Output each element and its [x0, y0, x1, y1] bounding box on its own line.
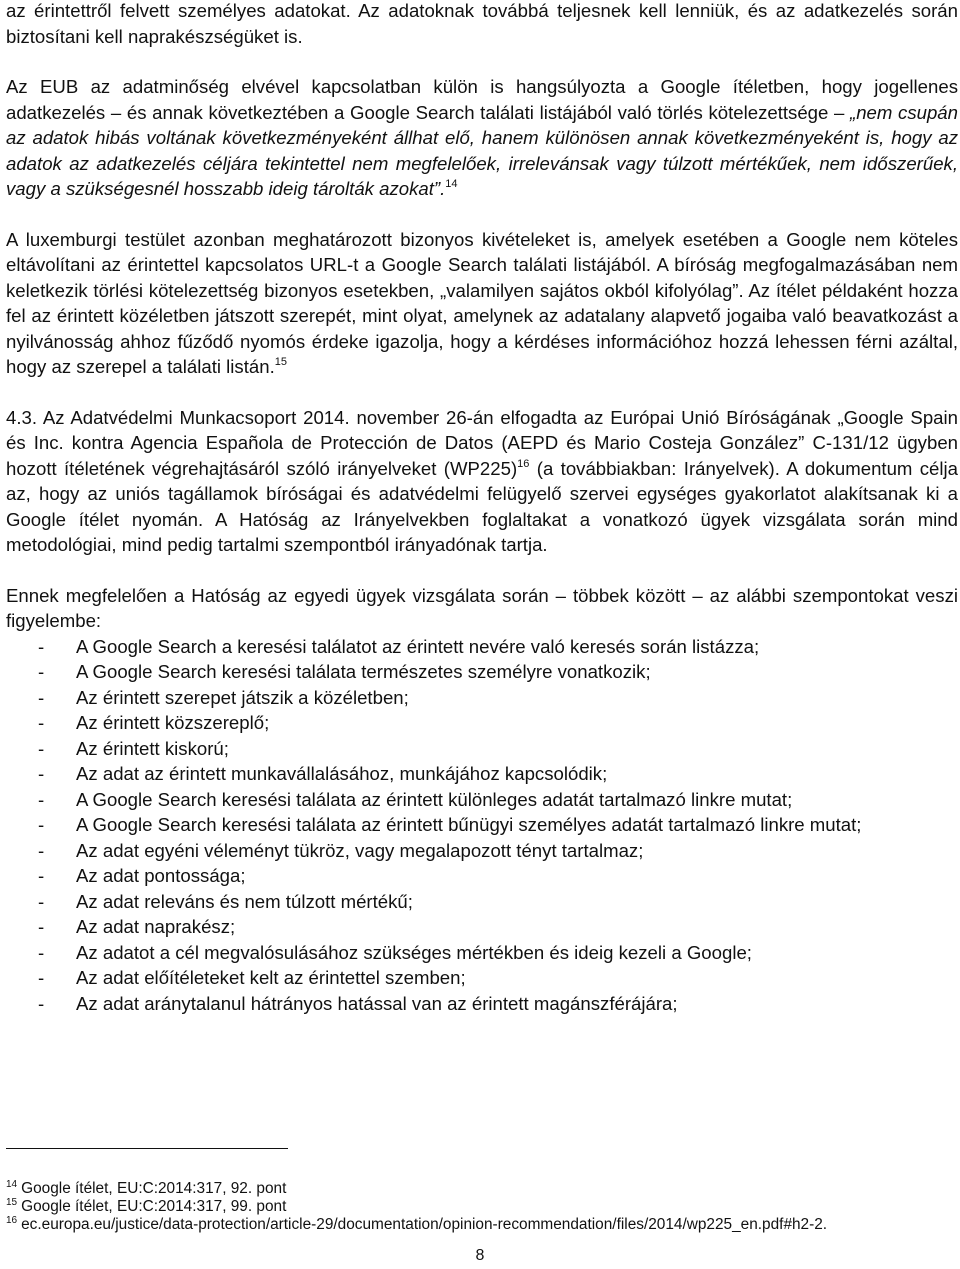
list-item-text: Az adat pontossága; [76, 865, 246, 886]
paragraph-luxembourg-text: A luxemburgi testület azonban meghatározott bizonyos kivételeket is, amelyek esetében a Google nem köteles eltávolítani az érintettel kapcsolatos URL-t a Google Search találati listájából. A bíróság megfogalmazásában nem keletkezik törlési kötelezettség bizonyos esetekben, „valamilyen sajátos okból kifolyólag”. Az ítélet példaként hozza fel az érintett közéletben játszott szerepét, mint olyat, amelynek az adatalany alapvető jogaiba való beavatkozást a nyilvánosság ahhoz fűződő nyomós érdeke igazolja, hogy a kérdéses információhoz hozzá lehessen férni azáltal, hogy az szerepel a találati listán. [6, 228, 958, 377]
paragraph-eub-text: Az EUB az adatminőség elvével kapcsolatban külön is hangsúlyozta a Google ítéletben, hogy jogellenes adatkezelés – és annak következtében a Google Search találati listájából való törlés kötelezettsége – [6, 76, 958, 123]
paragraph-intro [6, 583, 958, 634]
list-item [6, 634, 958, 660]
paragraph-intro-text: Ennek megfelelően a Hatóság az egyedi ügyek vizsgálata során – többek között – az alábbi szempontokat veszi figyelembe: [6, 584, 958, 631]
list-item-text: Az érintett szerepet játszik a közéletben; [76, 686, 409, 708]
list-item [6, 685, 958, 711]
list-item [6, 991, 958, 1017]
footnote [6, 1198, 958, 1216]
paragraph-top-text: az érintettről felvett személyes adatokat. Az adatoknak továbbá teljesnek kell lenniük, és az adatkezelés során biztosítani kell naprakészségüket is. [6, 0, 958, 47]
paragraph-eub-quote: „nem csupán az adatok hibás voltának következményeként állhat elő, hanem különösen annak következményeként is, hogy az adatok az adatkezelés céljára tekintettel nem megfelelőek, irrelevánsak vagy túlzott mértékűek, nem időszerűek, vagy a szükségesnél hosszabb ideig tárolták azokat”. [6, 101, 958, 199]
paragraph-section-4-3 [6, 405, 958, 558]
list-item-text: A Google Search a keresési találatot az érintett nevére való keresés során listázza; [76, 635, 760, 657]
page-number: 8 [475, 1247, 485, 1264]
footnote-text: Google ítélet, EU:C:2014:317, 99. pont [21, 1198, 287, 1215]
footnote-ref-14[interactable]: 14 [445, 178, 458, 190]
list-item [6, 736, 958, 762]
list-item-text: Az adat aránytalanul hátrányos hatással van az érintett magánszférájára; [76, 992, 678, 1014]
dash-bullet: - [38, 737, 45, 759]
dash-bullet: - [38, 814, 45, 835]
footnote-number: 14 [6, 1179, 18, 1190]
list-item [6, 761, 958, 787]
paragraph-luxembourg [6, 227, 958, 380]
dash-bullet: - [38, 635, 45, 657]
footnote-link[interactable]: ec.europa.eu/justice/data-protection/article-29/documentation/opinion-recommendation/files/2014/wp225_en.pdf#h2-2. [21, 1216, 828, 1233]
list-item-text: Az adatot a cél megvalósulásához szükséges mértékben és ideig kezeli a Google; [76, 941, 752, 963]
list-item-text: A Google Search keresési találata az érintett bűnügyi személyes adatát tartalmazó linkre mutat; [76, 814, 862, 835]
dash-bullet: - [38, 865, 45, 886]
list-item [6, 914, 958, 940]
dash-bullet: - [38, 839, 45, 861]
list-item [6, 863, 958, 889]
list-item [6, 965, 958, 991]
list-item-text: A Google Search keresési találata az érintett különleges adatát tartalmazó linkre mutat; [76, 788, 793, 810]
dash-bullet: - [38, 686, 45, 708]
list-item [6, 940, 958, 966]
dash-bullet: - [38, 992, 45, 1014]
paragraph-top [6, 0, 958, 49]
dash-bullet: - [38, 941, 45, 963]
list-item [6, 838, 958, 864]
paragraph-eub [6, 74, 958, 202]
footnote-separator [6, 1148, 288, 1149]
list-item-text: Az adat naprakész; [76, 916, 236, 937]
footnote [6, 1216, 958, 1234]
list-item [6, 659, 958, 685]
footnote [6, 1180, 958, 1198]
list-item [6, 787, 958, 813]
dash-bullet: - [38, 712, 45, 733]
criteria-list [6, 634, 958, 1017]
footnote-ref-15[interactable]: 15 [274, 356, 287, 368]
list-item [6, 812, 958, 838]
document-page [6, 0, 958, 1016]
paragraph-section-4-3-text-b: (a továbbiakban: Irányelvek). A dokumentum célja az, hogy az uniós tagállamok bíróságai és adatvédelmi felügyelő szervei egységes gyakorlatot alakítsanak ki a Google ítélet nyomán. A Hatóság az Irányelvekben foglaltakat a vonatkozó ügyek vizsgálata során mind metodológiai, mind pedig tartalmi szempontból irányadónak tartja. [6, 457, 959, 555]
footnote-number: 15 [6, 1197, 18, 1208]
list-item-text: A Google Search keresési találata természetes személyre vonatkozik; [76, 661, 651, 682]
dash-bullet: - [38, 916, 45, 937]
list-item-text: Az adat egyéni véleményt tükröz, vagy megalapozott tényt tartalmaz; [76, 839, 644, 861]
list-item-text: Az érintett közszereplő; [76, 712, 270, 733]
dash-bullet: - [38, 763, 45, 784]
footnote-ref-16[interactable]: 16 [517, 457, 530, 470]
footnote-number: 16 [6, 1215, 18, 1226]
list-item-text: Az adat az érintett munkavállalásához, munkájához kapcsolódik; [76, 763, 608, 784]
dash-bullet: - [38, 890, 45, 912]
dash-bullet: - [38, 788, 45, 810]
footnote-text: Google ítélet, EU:C:2014:317, 92. pont [21, 1180, 287, 1197]
paragraph-section-4-3-text-a: 4.3. Az Adatvédelmi Munkacsoport 2014. november 26-án elfogadta az Európai Unió Bíróságának „Google Spain és Inc. kontra Agencia Española de Protección de Datos (AEPD és Mario Costeja González” C-131/12 ügyben hozott ítéletének végrehajtásáról szóló irányelveket (WP225) [6, 406, 958, 479]
list-item [6, 889, 958, 915]
list-item-text: Az adat releváns és nem túlzott mértékű; [76, 890, 413, 912]
footnotes [6, 1180, 958, 1234]
dash-bullet: - [38, 661, 45, 682]
list-item-text: Az adat előítéleteket kelt az érintettel szemben; [76, 967, 466, 988]
list-item [6, 710, 958, 736]
list-item-text: Az érintett kiskorú; [76, 737, 229, 759]
dash-bullet: - [38, 967, 45, 988]
